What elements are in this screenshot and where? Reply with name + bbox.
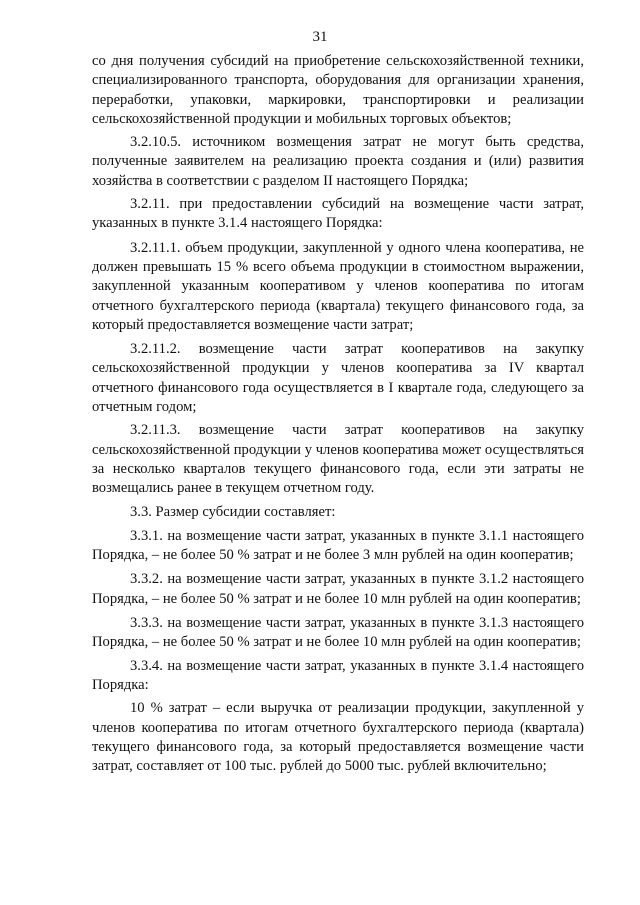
paragraph-3-2-11-1: 3.2.11.1. объем продукции, закупленной у одного члена кооператива, не должен превышать 15 % всего объема продукции в стоимостном выражении, закупленной указанным кооперативом у членов кооператива по итогам отчетного бухгалтерского периода (квартала) текущего финансового года, за который предоставляется возмещение части затрат; [92,239,584,333]
paragraph-ten-percent: 10 % затрат – если выручка от реализации продукции, закупленной у членов кооператива по итогам отчетного бухгалтерского периода (квартала) текущего финансового года, за который предоставляется возмещение части затрат, составляет от 100 тыс. рублей до 5000 тыс. рублей включительно; [92,700,584,775]
paragraph-3-3: 3.3. Размер субсидии составляет: [130,503,336,520]
paragraph-continuation: со дня получения субсидий на приобретение сельскохозяйственной техники, специализированного транспорта, оборудования для организации хранения, переработки, упаковки, маркировки, транспортировки и реализации сельскохозяйственной продукции и мобильных торговых объектов; [92,53,584,127]
paragraph-3-2-11: 3.2.11. при предоставлении субсидий на возмещение части затрат, указанных в пункте 3.1.4 настоящего Порядка: [92,196,584,232]
paragraph-3-2-11-3: 3.2.11.3. возмещение части затрат кооперативов на закупку сельскохозяйственной продукции у членов кооператива может осуществляться за несколько кварталов текущего финансового года, если эти затраты не возмещались ранее в текущем отчетном году. [92,422,584,497]
paragraph-3-3-4: 3.3.4. на возмещение части затрат, указанных в пункте 3.1.4 настоящего Порядка: [92,657,584,693]
paragraph-3-3-1: 3.3.1. на возмещение части затрат, указанных в пункте 3.1.1 настоящего Порядка, – не более 50 % затрат и не более 3 млн рублей на один кооператив; [92,527,584,564]
paragraph-3-2-11-2: 3.2.11.2. возмещение части затрат кооперативов на закупку сельскохозяйственной продукции у членов кооператива за IV квартал отчетного финансового года осуществляется в I квартале года, следующего за отчетным годом; [92,341,584,416]
document-body [92,52,584,776]
paragraph-3-3-3: 3.3.3. на возмещение части затрат, указанных в пункте 3.1.3 настоящего Порядка, – не более 50 % затрат и не более 10 млн рублей на один кооператив; [92,615,584,651]
paragraph-3-2-10-5: 3.2.10.5. источником возмещения затрат не могут быть средства, полученные заявителем на реализацию проекта создания и (или) развития хозяйства в соответствии с разделом II настоящего Порядка; [92,134,584,189]
page-number: 31 [312,29,328,45]
paragraph-3-3-2: 3.3.2. на возмещение части затрат, указанных в пункте 3.1.2 настоящего Порядка, – не более 50 % затрат и не более 10 млн рублей на один кооператив; [92,571,584,607]
